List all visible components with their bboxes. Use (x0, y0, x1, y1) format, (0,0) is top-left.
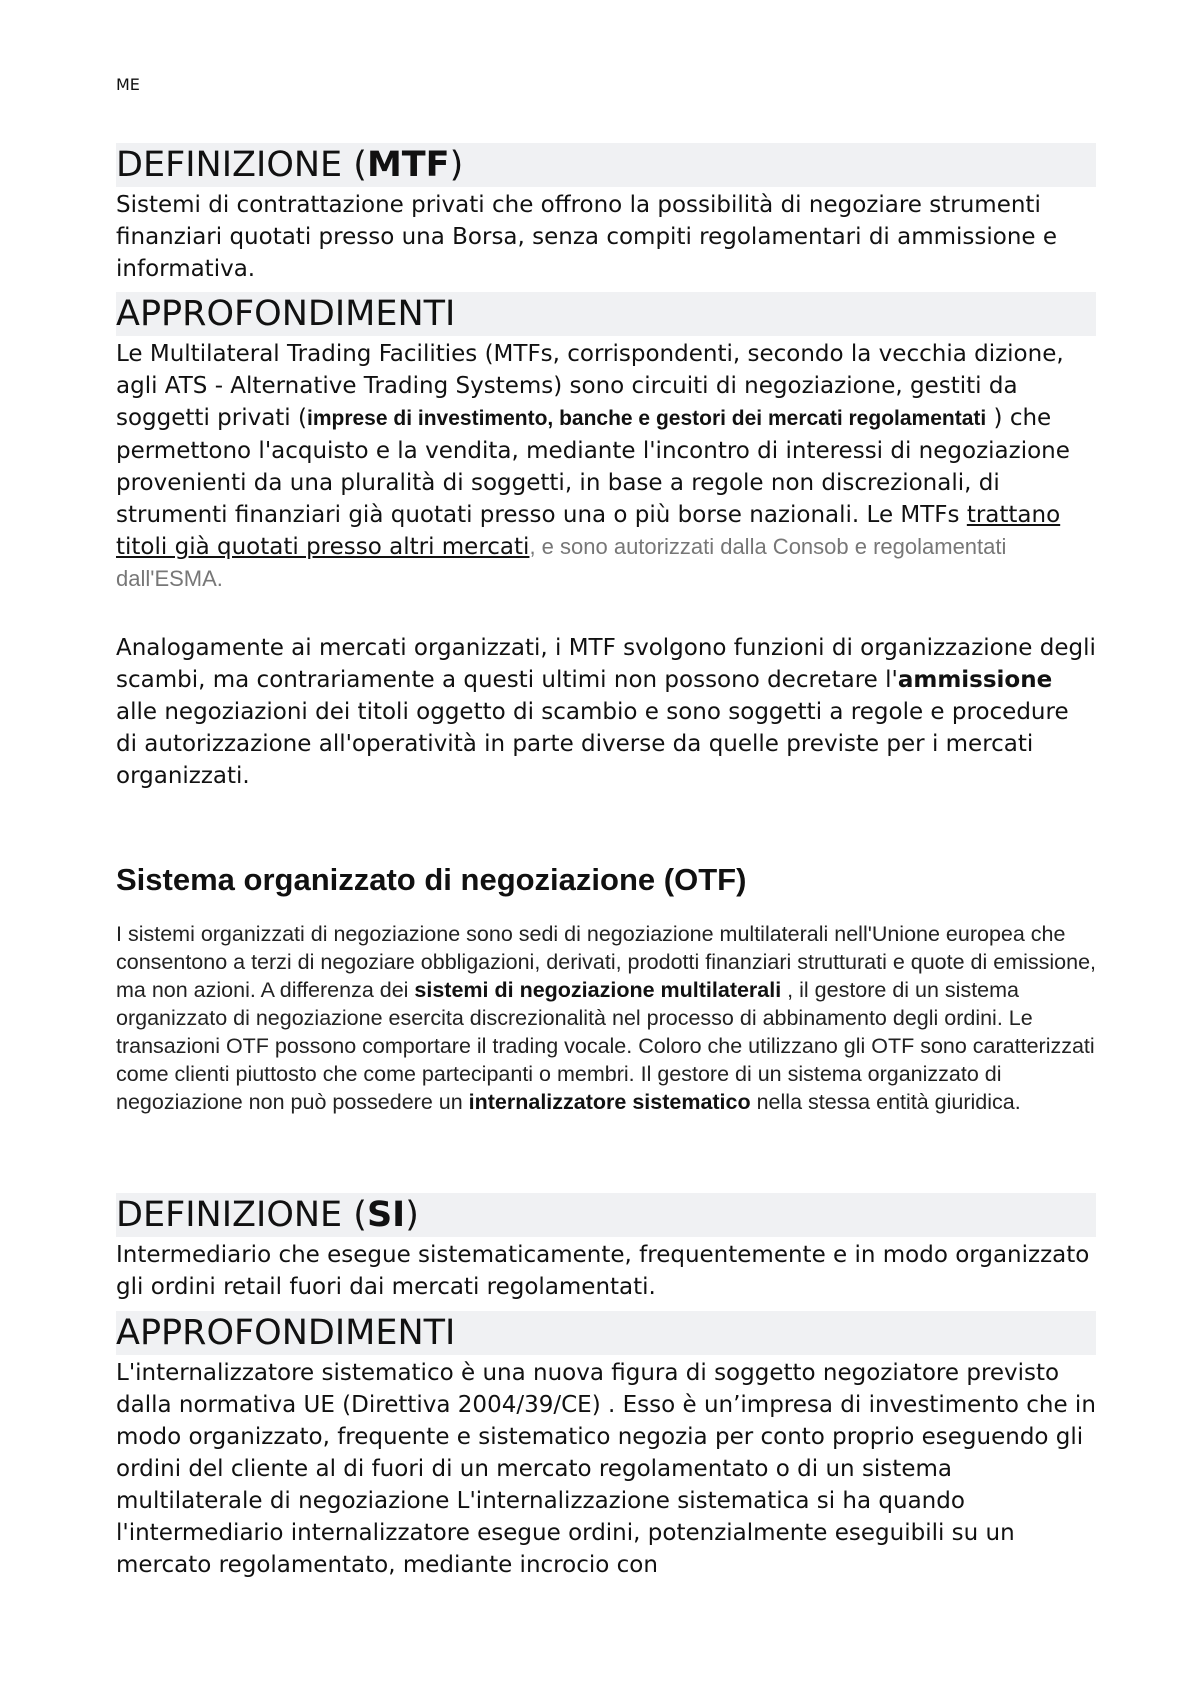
heading-acronym: MTF (366, 145, 450, 185)
text-run: alle negoziazioni dei titoli oggetto di scambio e sono soggetti a regole e procedure di autorizzazione all'operatività in parte diverse da quelle previste per i mercati organizzati. (116, 699, 1069, 789)
mtf-approfondimenti-heading: APPROFONDIMENTI (116, 292, 1096, 336)
text-run-bold: internalizzatore sistematico (468, 1090, 751, 1114)
otf-heading (116, 862, 1096, 898)
heading-text: DEFINIZIONE ( (116, 1195, 367, 1235)
si-approfondimenti-paragraph: L'internalizzatore sistematico è una nuova figura di soggetto negoziatore previsto dalla normativa UE (Direttiva 2004/39/CE) . Esso è un’impresa di investimento che in modo organizzato, frequente e sistematico negozia per conto proprio eseguendo gli ordini del cliente al di fuori di un mercato regolamentato o di un sistema multilaterale di negoziazione L'internalizzazione sistematica si ha quando l'intermediario internalizzatore esegue ordini, potenzialmente eseguibili su un mercato regolamentato, mediante incrocio con (116, 1360, 1096, 1578)
heading-acronym: (OTF) (663, 862, 747, 897)
text-run: Analogamente ai mercati organizzati, i MTF svolgono funzioni di organizzazione degli scambi, ma contrariamente a questi ultimi non possono decretare l' (116, 635, 1096, 693)
si-definition-text: Intermediario che esegue sistematicamente, frequentemente e in modo organizzato gli ordini retail fuori dai mercati regolamentati. (116, 1242, 1090, 1300)
mtf-approfondimenti-paragraph-1 (116, 338, 1096, 595)
heading-text: DEFINIZIONE ( (116, 145, 367, 185)
text-run: I sistemi organizzati di negoziazione sono sedi di negoziazione multilaterali nell'Unione europea che consentono a terzi di negoziare obbligazioni, derivati, prodotti finanziari strutturati e quote di emissione, ma non azioni. A differenza dei (116, 922, 1097, 1002)
si-approfondimenti-heading: APPROFONDIMENTI (116, 1311, 1096, 1355)
heading-text: Sistema organizzato di negoziazione (116, 862, 664, 897)
heading-text-end: ) (405, 1195, 419, 1235)
text-run: nella stessa entità giuridica. (750, 1090, 1021, 1114)
text-run-bold: sistemi di negoziazione multilaterali (414, 978, 782, 1002)
si-definition-heading (116, 1193, 1096, 1237)
otf-paragraph (116, 920, 1096, 1116)
text-run: , il gestore di un sistema organizzato di negoziazione esercita discrezionalità nel processo di abbinamento degli ordini. Le transazioni OTF possono comportare il trading vocale. Coloro che utilizzano gli OTF sono caratterizzati come clienti piuttosto che come partecipanti o membri. Il gestore di un sistema organizzato di negoziazione non può possedere un (116, 978, 1095, 1114)
underlined-text: trattano titoli già quotati presso altri mercati (116, 502, 1061, 560)
text-run-bold: ammissione (897, 667, 1053, 693)
grey-text: , e sono autorizzati dalla Consob e regolamentati dall'ESMA. (116, 534, 1007, 591)
heading-acronym: SI (366, 1195, 406, 1235)
text-run: Le Multilateral Trading Facilities (MTFs, corrispondenti, secondo la vecchia dizione, agli ATS - Alternative Trading Systems) sono circuiti di negoziazione, gestiti da soggetti privati ( (116, 341, 1064, 431)
mtf-definition-heading (116, 143, 1096, 187)
text-run: ) che permettono l'acquisto e la vendita, mediante l'incontro di interessi di negoziazione provenienti da una pluralità di soggetti, in base a regole non discrezionali, di strumenti finanziari già quotati presso una o più borse nazionali. Le MTFs (116, 405, 1070, 528)
mtf-approfondimenti-paragraph-2 (116, 632, 1096, 792)
heading-text-end: ) (449, 145, 464, 185)
text-run-bold: imprese di investimento, banche e gestori dei mercati regolamentati (307, 407, 987, 430)
page-header-initials: ME (116, 75, 140, 94)
mtf-definition-text: Sistemi di contrattazione privati che offrono la possibilità di negoziare strumenti finanziari quotati presso una Borsa, senza compiti regolamentari di ammissione e informativa. (116, 192, 1058, 282)
